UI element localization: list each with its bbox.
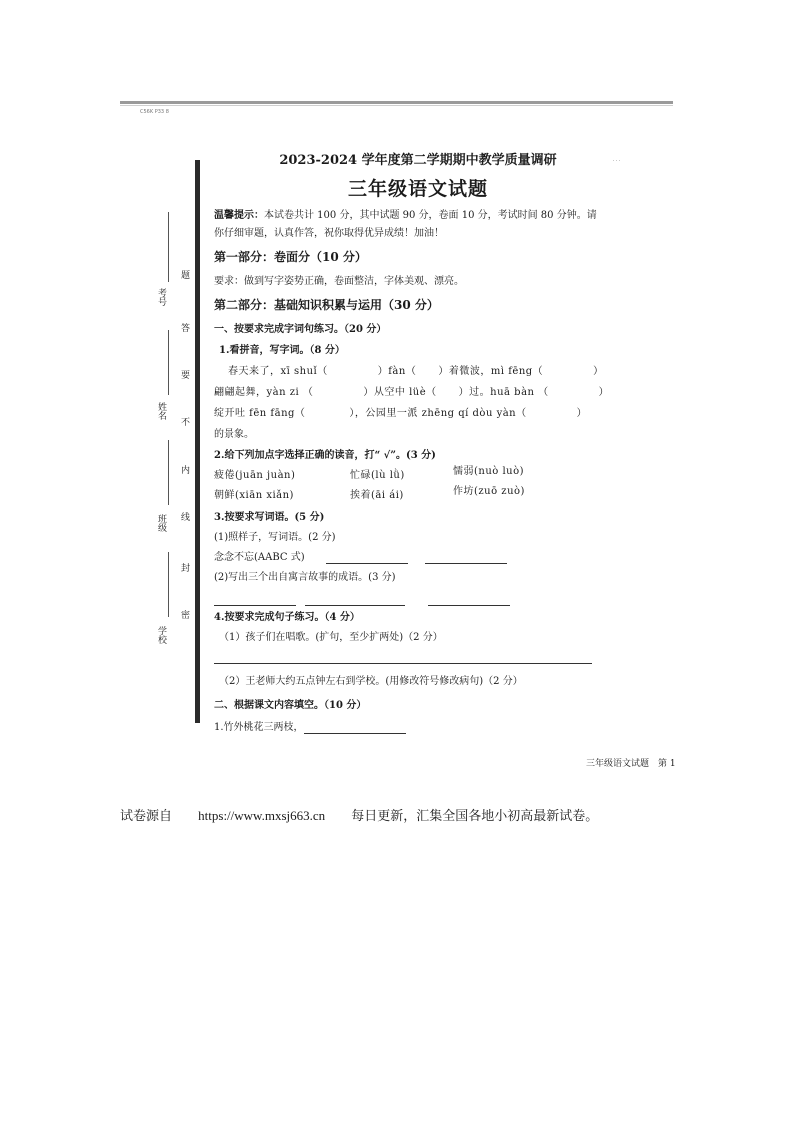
answer-blank[interactable] — [326, 553, 408, 564]
q2-item: 挨着(āi ái) — [350, 490, 404, 501]
notice-text-1: 本试卷共计 100 分，其中试题 90 分，卷面 10 分，考试时间 80 分钟。请 — [264, 210, 597, 221]
bleed-through-mark: ⋯ — [612, 156, 621, 166]
q4-sub1: （1）孩子们在唱歌。(扩句，至少扩两处)（2 分） — [219, 632, 443, 643]
q1-line2-seg: ） — [598, 387, 610, 398]
binding-bar — [195, 160, 200, 723]
page-footer: 三年级语文试题 第 1 — [586, 759, 676, 769]
q3-example: 念念不忘(AABC 式) — [214, 552, 305, 563]
q1-title: 1.看拼音，写字词。（8 分） — [219, 345, 345, 356]
subject-title: 三年级语文试题 — [347, 178, 488, 200]
seal-char: 封 — [181, 564, 191, 574]
q1-line-1 — [228, 366, 604, 378]
seal-char: 密 — [181, 611, 191, 621]
q2-item: 作坊(zuō zuò) — [453, 486, 525, 497]
q1-line1-seg: ）着微波，mì fēng（ — [438, 366, 544, 377]
notice-line-1 — [214, 210, 597, 222]
seal-char: 内 — [181, 466, 191, 476]
q1-line2-seg: ）过。huā bàn （ — [458, 387, 549, 398]
q2-item: 朝鲜(xiān xiǎn) — [214, 490, 294, 501]
answer-blank[interactable] — [304, 723, 406, 734]
field-school: 学校 — [156, 626, 166, 644]
top-rule-thin — [120, 105, 673, 106]
q4-sub2: （2）王老师大约五点钟左右到学校。(用修改符号修改病句)（2 分） — [219, 676, 523, 687]
exam-title: 2023-2024 学年度第二学期期中教学质量调研 — [279, 153, 557, 168]
q4-title: 4.按要求完成句子练习。（4 分） — [214, 612, 360, 623]
section2-heading: 二、根据课文内容填空。（10 分） — [214, 700, 367, 711]
part1-requirement: 要求：做到写字姿势正确，卷面整洁，字体美观、漂亮。 — [214, 276, 464, 287]
section1-heading: 一、按要求完成字词句练习。（20 分） — [214, 324, 387, 335]
q1-line3-seg: 绽开吐 fēn fāng（ — [214, 408, 306, 419]
scan-mark: C56K P33 8 — [140, 109, 169, 115]
answer-blank[interactable] — [428, 595, 510, 606]
field-school-line — [168, 552, 169, 617]
q1-line-3 — [214, 408, 587, 420]
answer-blank[interactable] — [214, 595, 296, 606]
field-exam-number-line — [168, 212, 169, 282]
fill-1: 1.竹外桃花三两枝， — [214, 722, 304, 733]
answer-blank[interactable] — [214, 653, 592, 664]
source-note: 每日更新，汇集全国各地小初高最新试卷。 — [351, 809, 599, 824]
part2-heading: 第二部分：基础知识积累与运用（30 分） — [214, 298, 439, 312]
seal-char: 不 — [181, 418, 191, 428]
notice-line-2: 你仔细审题，认真作答，祝你取得优异成绩！加油！ — [214, 228, 444, 239]
q3-sub1: (1)照样子，写词语。(2 分) — [214, 532, 336, 543]
part1-heading: 第一部分：卷面分（10 分） — [214, 250, 367, 264]
field-class: 班级 — [156, 514, 166, 532]
q2-item: 懦弱(nuò luò) — [453, 466, 525, 477]
q1-line3-seg: ），公园里一派 zhēng qí dòu yàn（ — [349, 408, 527, 419]
seal-char: 答 — [181, 324, 191, 334]
q2-item: 忙碌(lù lǜ) — [350, 470, 405, 481]
q2-item: 疲倦(juān juàn) — [214, 470, 296, 481]
answer-blank[interactable] — [425, 553, 507, 564]
field-name-line — [168, 330, 169, 395]
field-exam-number: 考号 — [156, 288, 166, 306]
q3-title: 3.按要求写词语。(5 分) — [214, 512, 325, 523]
q3-example-row — [214, 552, 507, 564]
q1-line2-seg: ）从空中 lüè（ — [363, 387, 437, 398]
q1-line-4: 的景象。 — [214, 429, 254, 440]
q3-blanks-row — [214, 594, 510, 606]
answer-blank[interactable] — [305, 595, 405, 606]
q1-line1-seg: 春天来了，xī shuǐ（ — [228, 366, 328, 377]
source-url[interactable]: https://www.mxsj663.cn — [198, 808, 326, 823]
top-rule — [120, 101, 673, 104]
notice-label: 温馨提示： — [214, 210, 264, 221]
seal-char: 题 — [181, 271, 191, 281]
q3-sub2: (2)写出三个出自寓言故事的成语。(3 分) — [214, 572, 396, 583]
q2-title: 2.给下列加点字选择正确的读音，打“ √”。(3 分) — [214, 450, 436, 461]
q1-line1-seg: ）fàn（ — [377, 366, 417, 377]
fill-row-1 — [214, 722, 406, 734]
field-name: 姓名 — [156, 402, 166, 420]
q1-line3-seg: ） — [576, 408, 588, 419]
q1-line-2 — [214, 387, 609, 399]
source-line — [120, 805, 620, 824]
seal-char: 线 — [181, 513, 191, 523]
q4-answer-line — [214, 652, 592, 664]
q1-line2-seg: 翩翩起舞，yàn zi （ — [214, 387, 314, 398]
source-label: 试卷源自 — [120, 809, 173, 824]
field-class-line — [168, 440, 169, 505]
q1-line1-seg: ） — [593, 366, 604, 377]
seal-char: 要 — [181, 371, 191, 381]
